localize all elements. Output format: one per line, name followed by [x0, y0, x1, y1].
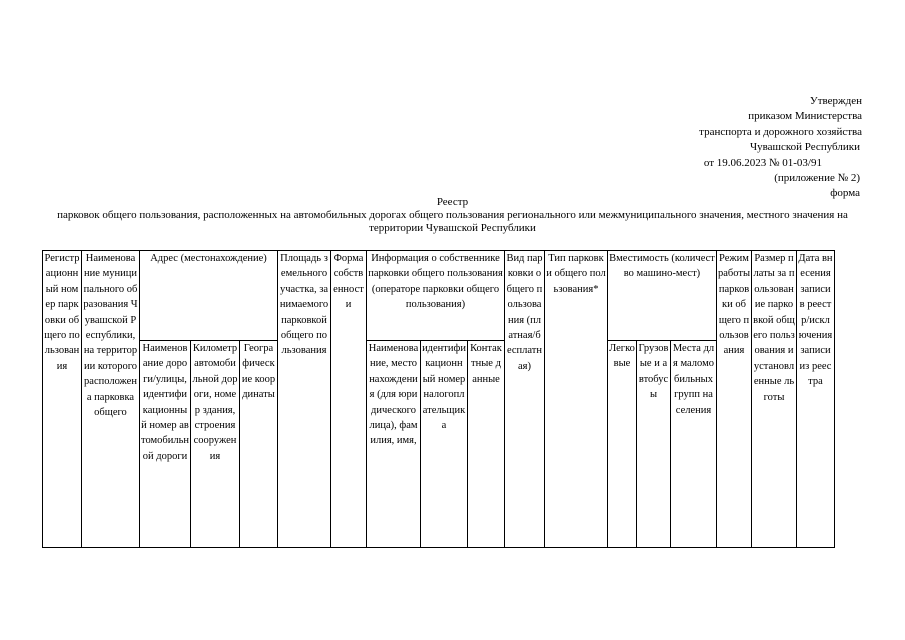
- approval-line: Утвержден: [809, 95, 862, 107]
- header-fee: Размер платы за пользование парковкой общего пользования и установленные льготы: [752, 251, 797, 548]
- header-address: Адрес (местонахождение): [140, 251, 278, 341]
- approval-line: Чувашской Республики: [749, 141, 860, 154]
- header-land-area: Площадь земельного участка, занимаемого парковкой общего пользования: [278, 251, 331, 548]
- header-reg-number: Регистрационный номер парковки общего пользования: [43, 251, 82, 548]
- registry-table: [42, 250, 835, 548]
- header-address-km: Километр автомобильной дороги, номер здания, строения сооружения: [191, 341, 240, 548]
- approval-line: приказом Министерства: [748, 110, 862, 123]
- header-cap-cars: Легковые: [608, 341, 637, 548]
- header-work-mode: Режим работы парковки общего пользования: [717, 251, 752, 548]
- header-entry-date: Дата внесения записи в реестр/исключения записи из реестра: [797, 251, 835, 548]
- header-owner-contacts: Контактные данные: [468, 341, 505, 548]
- header-parking-kind: Вид парковки общего пользования (платная/бесплатная): [505, 251, 545, 548]
- header-owner-info: Информация о собственнике парковки общего пользования (операторе парковки общего пользования): [367, 251, 505, 341]
- header-cap-trucks: Грузовые и автобусы: [637, 341, 671, 548]
- approval-line: транспорта и дорожного хозяйства: [699, 125, 862, 138]
- approval-block: [699, 94, 862, 202]
- header-cap-disabled: Места для маломобильных групп населения: [671, 341, 717, 548]
- approval-line: (приложение № 2): [774, 172, 860, 185]
- approval-date: от 19.06.2023 № 01-03/91: [703, 156, 822, 169]
- header-ownership-form: Форма собственности: [331, 251, 367, 548]
- header-capacity: Вместимость (количество машино-мест): [608, 251, 717, 341]
- header-owner-name: Наименование, местонахождения (для юридического лица), фамилия, имя,: [367, 341, 421, 548]
- document-subtitle: парковок общего пользования, расположенных на автомобильных дорогах общего пользования регионального или межмуниципального значения, местного значения на территории Чувашской Республики: [57, 209, 848, 234]
- header-municipality: Наименование муниципального образования Чувашской Республики, на территории которого расположена парковка общего: [82, 251, 140, 548]
- document-title: Реестр: [436, 196, 469, 208]
- approval-form-label: форма: [830, 187, 860, 200]
- header-parking-type: Тип парковки общего пользования*: [545, 251, 608, 548]
- header-owner-inn: идентификационный номер налогоплательщика: [421, 341, 468, 548]
- header-address-road: Наименование дороги/улицы, идентификационный номер автомобильной дороги: [140, 341, 191, 548]
- header-address-geo: Географические координаты: [240, 341, 278, 548]
